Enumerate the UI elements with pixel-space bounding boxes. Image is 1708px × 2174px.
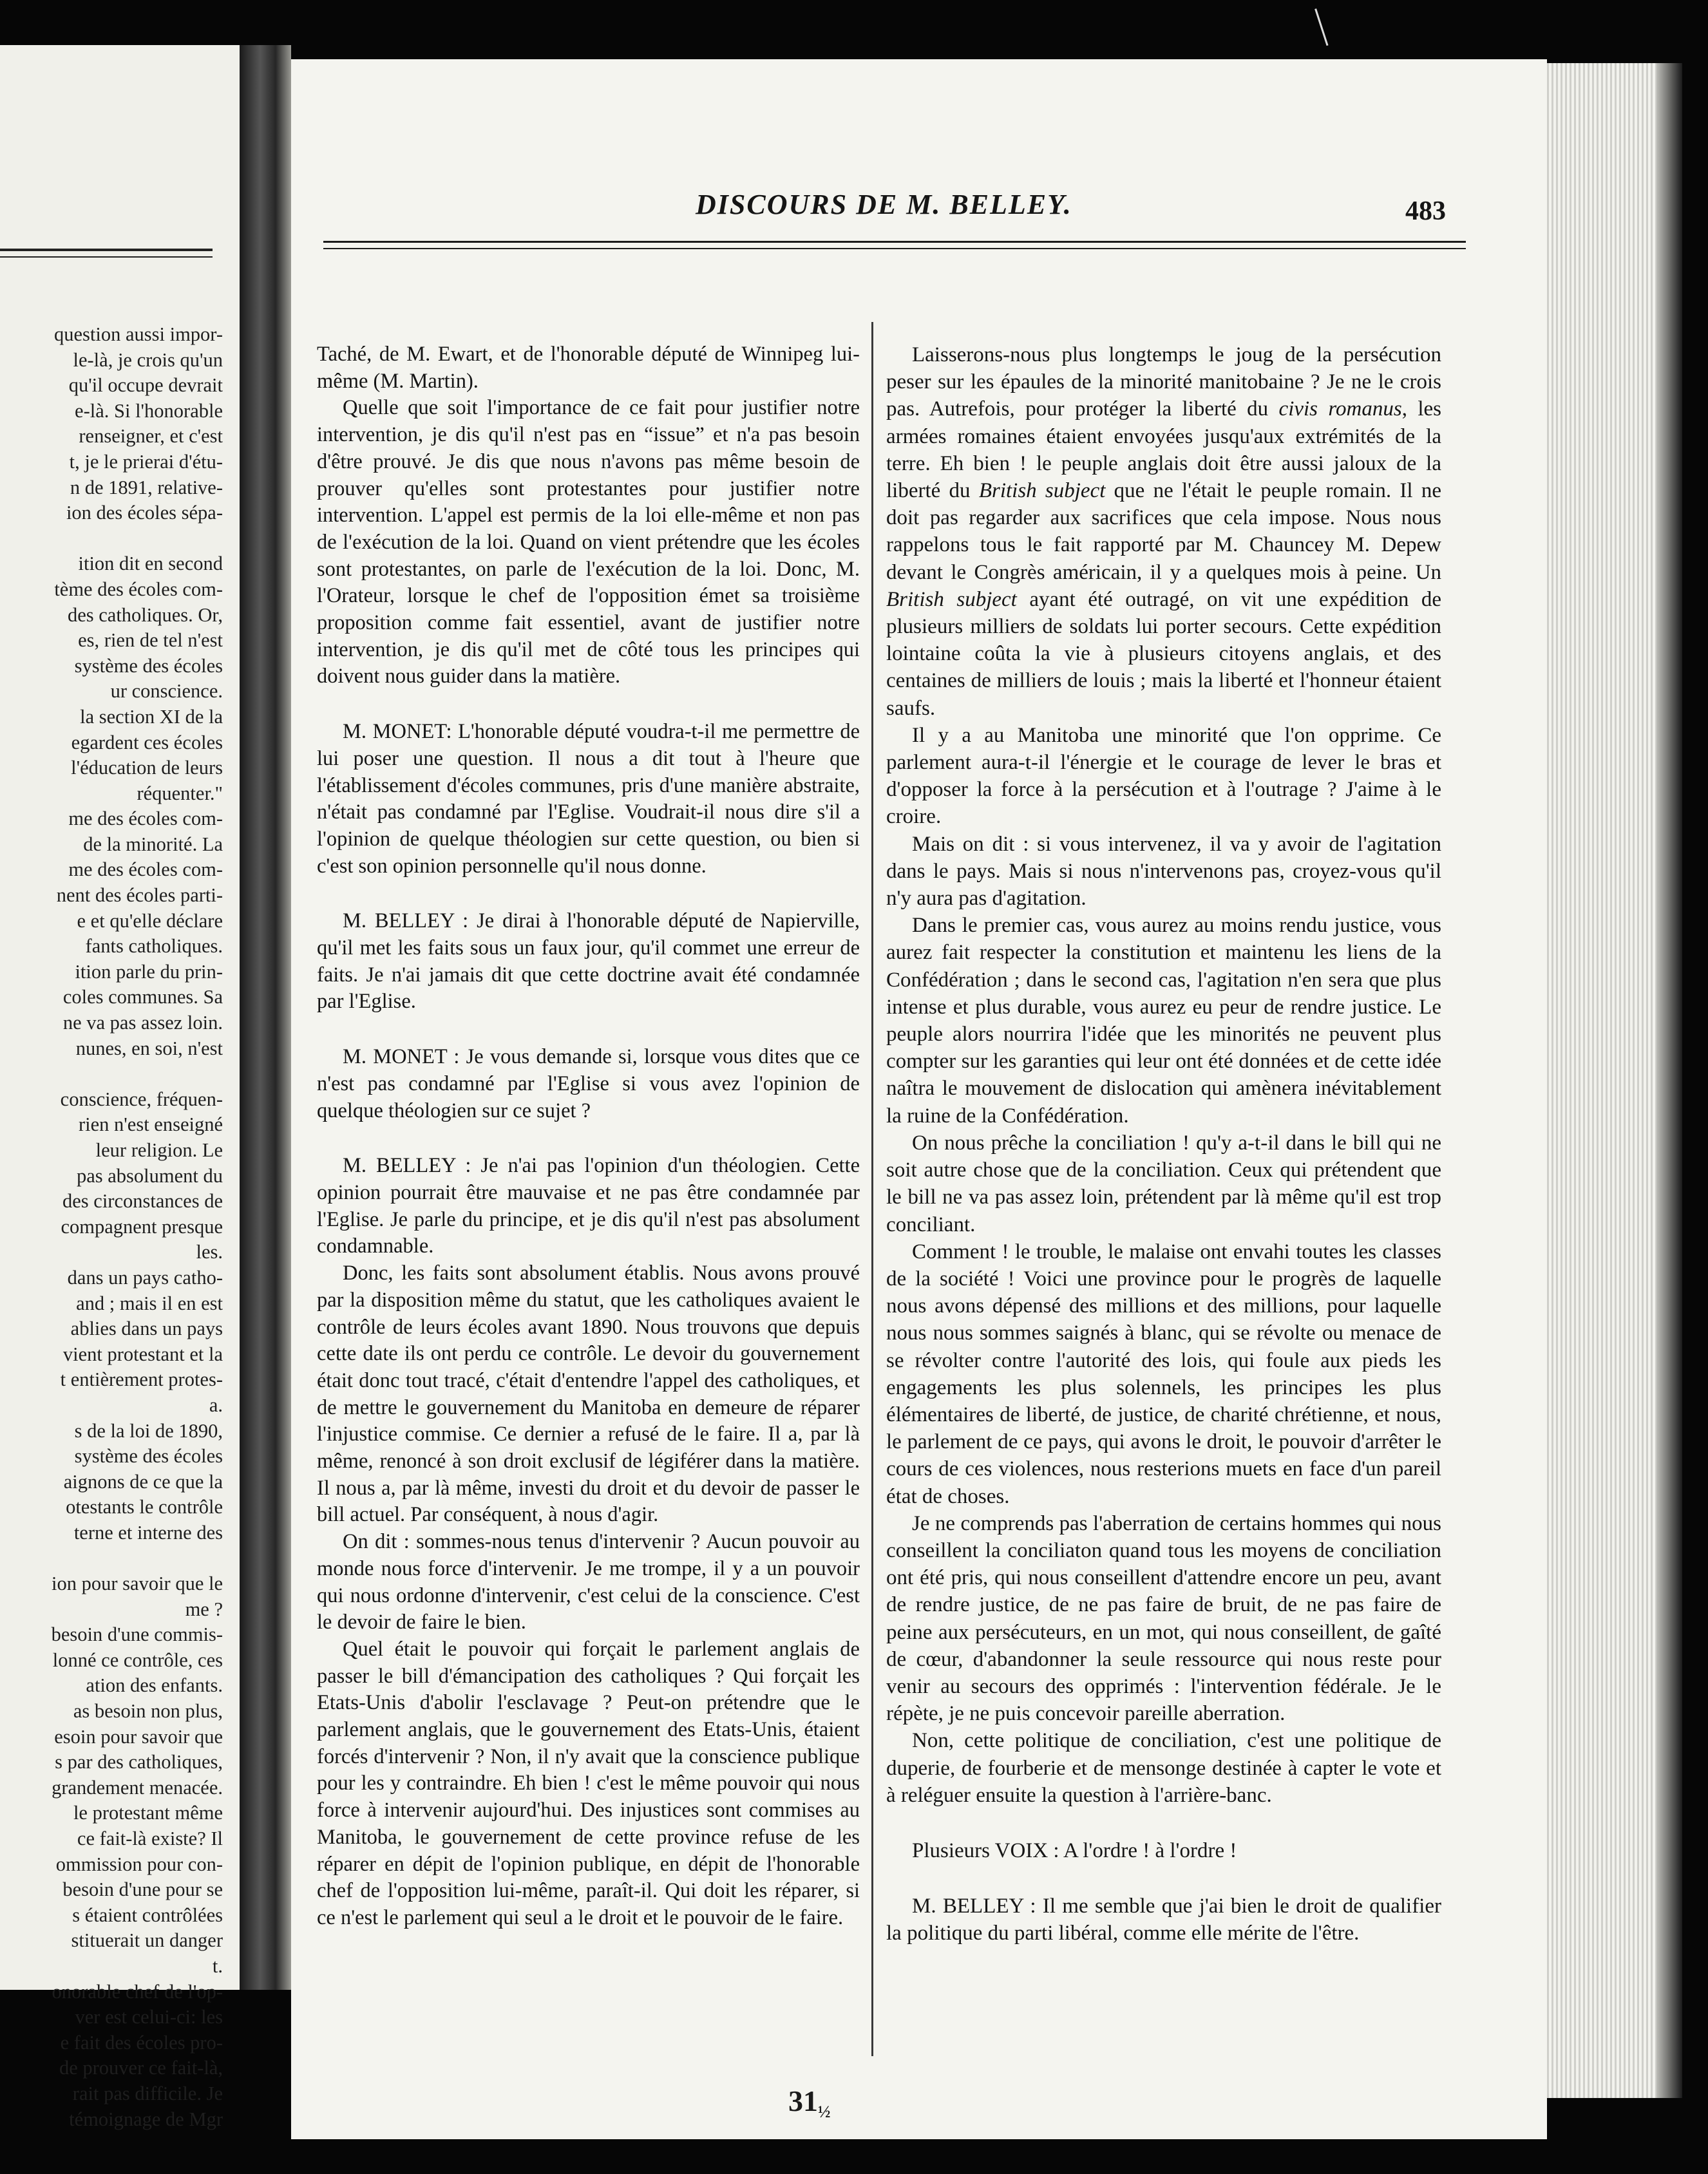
text-column-left <box>317 341 860 1932</box>
previous-page-line: témoignage de Mgr <box>69 2108 223 2130</box>
paragraph: M. BELLEY : Je dirai à l'honorable député de Napierville, qu'il met les faits sous un faux jour, qu'il commet une erreur de faits. Je n'ai jamais dit que cette doctrine avait été condamnée par l'Eglise. <box>317 909 860 1014</box>
column-divider <box>871 322 873 2056</box>
previous-page-line: onorable chef de l'op- <box>52 1980 223 2003</box>
previous-page-line: ver est celui-ci: les <box>75 2006 223 2028</box>
previous-page-line <box>0 1061 223 1087</box>
previous-page-line: stituerait un danger <box>71 1929 223 1952</box>
previous-page-rule <box>0 256 213 258</box>
previous-page-line: t. <box>212 1955 223 1977</box>
previous-page-line: leur religion. Le <box>95 1139 223 1161</box>
previous-page-line: fants catholiques. <box>85 935 223 958</box>
previous-page-line: me des écoles com- <box>68 858 223 881</box>
previous-page-line: coles communes. Sa <box>62 986 223 1008</box>
previous-page-line: besoin d'une commis- <box>51 1623 223 1646</box>
previous-page-line: système des écoles <box>74 654 223 677</box>
page-edges <box>1547 63 1656 2098</box>
previous-page-line: de prouver ce fait-là, <box>59 2057 223 2079</box>
previous-page-line: grandement menacée. <box>52 1776 223 1799</box>
paragraph: M. BELLEY : Il me semble que j'ai bien le droit de qualifier la politique du parti libéral, comme elle mérite de l'être. <box>886 1895 1441 1945</box>
previous-page-line: n de 1891, relative- <box>70 476 223 498</box>
paragraph: Mais on dit : si vous intervenez, il va y avoir de l'agitation dans le pays. Mais si nous n'intervenons pas, croyez-vous qu'il n'y aura pas d'agitation. <box>886 832 1441 911</box>
page <box>291 59 1547 2139</box>
previous-page-line: ablies dans un pays <box>70 1318 223 1340</box>
previous-page-rule <box>0 249 213 251</box>
previous-page-line: dans un pays catho- <box>67 1266 223 1289</box>
previous-page-line: besoin d'une pour se <box>62 1878 223 1901</box>
header-rule-thin <box>323 248 1466 249</box>
previous-page-line: e fait des écoles pro- <box>60 2031 223 2054</box>
previous-page-line: rait pas difficile. Je <box>72 2082 223 2104</box>
previous-page-line: t entièrement protes- <box>60 1368 223 1391</box>
previous-page-line: aignons de ce que la <box>63 1470 223 1493</box>
previous-page-line: compagnent presque <box>61 1215 223 1238</box>
previous-page-line: tème des écoles com- <box>54 578 223 600</box>
previous-page-line: a. <box>209 1394 223 1416</box>
previous-page-line: e et qu'elle déclare <box>77 909 223 932</box>
previous-page-line: système des écoles <box>74 1445 223 1468</box>
previous-page-line: ition parle du prin- <box>75 960 223 983</box>
paragraph: On nous prêche la conciliation ! qu'y a-t-il dans le bill qui ne soit autre chose que de la conciliation. Ceux qui prétendent que le bill ne va pas assez loin, prétendent par là même qu'il est trop conciliant. <box>886 1131 1441 1236</box>
previous-page-line: s étaient contrôlées <box>72 1904 223 1926</box>
previous-page-line: as besoin non plus, <box>73 1700 223 1723</box>
previous-page-line: rien n'est enseigné <box>79 1113 223 1136</box>
previous-page-line: conscience, fréquen- <box>60 1088 223 1110</box>
previous-page-line: des catholiques. Or, <box>67 603 223 626</box>
paragraph: M. BELLEY : Je n'ai pas l'opinion d'un théologien. Cette opinion pourrait être mauvaise et ne pas être condamnée par l'Eglise. Je parle du principe, et je dis qu'il n'est pas absolument condamnable. <box>317 1154 860 1258</box>
paragraph: Dans le premier cas, vous aurez au moins rendu justice, vous aurez fait respecter la constitution et maintenu les liens de la Confédération ; dans le second cas, l'agitation n'en sera que plus intense et plus durable, vous aurez eu peur de rendre justice. Le peuple alors nourrira l'idée que les minorités ne peuvent plus compter sur les garanties qui leur ont été données et de cette idée naîtra le mouvement de dislocation qui amènera inévitablement la ruine de la Confédération. <box>886 914 1441 1128</box>
previous-page-line: otestants le contrôle <box>66 1496 223 1518</box>
previous-page <box>0 45 240 2130</box>
previous-page-line: ation des enfants. <box>86 1674 223 1697</box>
paragraph: Comment ! le trouble, le malaise ont envahi toutes les classes de la société ! Voici une province pour le progrès de laquelle nous avons dépensé des millions et des millions, pour laquelle nous nous sommes saignés à blanc, qui se révolte ou menace de se révolter contre l'autorité des lois, qui foule aux pieds les engagements les plus solennels, les principes les plus élémentaires de liberté, de justice, de charité chrétienne, et nous, le parlement de ce pays, qui avons le droit, le pouvoir d'arrêter le cours de ces violences, nous resterions muets en face d'un pareil état de choses. <box>886 1240 1441 1508</box>
previous-page-line: nunes, en soi, n'est <box>75 1037 223 1059</box>
previous-page-line: egardent ces écoles <box>71 731 223 753</box>
previous-page-line <box>0 1546 223 1572</box>
paragraph: M. MONET : Je vous demande si, lorsque vous dites que ce n'est pas condamné par l'Eglise si vous avez l'opinion de quelque théologien sur ce sujet ? <box>317 1045 860 1122</box>
previous-page-line: les. <box>196 1241 223 1263</box>
book-gutter <box>240 45 291 1990</box>
paragraph: Taché, de M. Ewart, et de l'honorable député de Winnipeg lui-même (M. Martin). <box>317 343 860 393</box>
previous-page-line: e-là. Si l'honorable <box>75 399 223 422</box>
previous-page-line: ommission pour con- <box>55 1853 223 1875</box>
paragraph: Je ne comprends pas l'aberration de certains hommes qui nous conseillent la conciliaton quand tous les moyens de conciliation ont été pris, qui nous conseillent d'attendre encore un peu, avant de rendre justice, de ne pas faire de bruit, de ne pas faire de peine aux persécuteurs, en un mot, qui nous conseillent, de gaîté de cœur, d'abandonner la seule ressource qui nous reste pour venir au secours des opprimés : l'intervention fédérale. Je le répète, je ne puis concevoir pareille aberration. <box>886 1511 1441 1726</box>
previous-page-line: le protestant même <box>73 1802 223 1824</box>
paragraph: Il y a au Manitoba une minorité que l'on opprime. Ce parlement aura-t-il l'énergie et le courage de lever le bras et d'opposer la force à la persécution et à l'outrage ? J'aime à le croire. <box>886 723 1441 829</box>
previous-page-line: ne va pas assez loin. <box>62 1012 223 1034</box>
paragraph: Quelle que soit l'importance de ce fait pour justifier notre intervention, je dis qu'il n'est pas en “issue” et n'a pas besoin d'être prouvé. Je dis que nous n'avons pas même besoin de prouver qu'elles sont protestantes pour justifier notre intervention. L'appel est permis de la loi elle-même et non pas de l'exécution de la loi. Quand on vient prétendre que les écoles sont protestantes, on parle de l'exécution de la loi. Donc, M. l'Orateur, lorsque le chef de l'opposition émet sa troisième proposition comme fait essentiel, avant de justifier notre intervention, je dis qu'il met de côté tous les principes qui doivent nous guider dans la matière. <box>317 396 860 688</box>
previous-page-line: l'éducation de leurs <box>71 757 223 779</box>
previous-page-line: réquenter." <box>137 782 223 804</box>
previous-page-line: pas absolument du <box>76 1164 223 1187</box>
page-edge-shadow <box>1656 63 1682 2098</box>
previous-page-line: es, rien de tel n'est <box>78 629 223 652</box>
previous-page-line: ition dit en second <box>78 553 223 575</box>
paragraph: Plusieurs VOIX : A l'ordre ! à l'ordre ! <box>912 1838 1237 1862</box>
header-rule <box>323 241 1466 243</box>
text-column-right <box>886 341 1441 1947</box>
previous-page-line: me ? <box>185 1598 223 1620</box>
previous-page-line: le-là, je crois qu'un <box>73 348 223 371</box>
previous-page-line <box>0 526 223 552</box>
previous-page-line: de la minorité. La <box>83 833 223 855</box>
paragraph: Donc, les faits sont absolument établis. Nous avons prouvé par la disposition même du statut, que les catholiques avaient le contrôle de leurs écoles avant 1890. Nous trouvons que depuis cette date ils ont perdu ce contrôle. Le devoir du gouvernement était donc tout tracé, c'était d'entendre l'appel des catholiques, et de mettre le gouvernement du Manitoba en demeure de réparer l'injustice commise. Ce dernier a refusé de le faire. Il a, par là même, renoncé à son droit exclusif de légiférer dans la matière. Il nous a, par là même, investi du droit et du devoir de passer le bill actuel. Par conséquent, à nous d'agir. <box>317 1262 860 1527</box>
paragraph: Quel était le pouvoir qui forçait le parlement anglais de passer le bill d'émancipation des catholiques ? Qui forçait les Etats-Unis d'abolir l'esclavage ? Peut-on prétendre que le parlement anglais, que le gouvernement des Etats-Unis, étaient forcés d'intervenir ? Non, il n'y avait que la conscience publique pour les y contraindre. Eh bien ! c'est le même pouvoir qui nous force à intervenir aujourd'hui. Des injustices sont commises au Manitoba, le gouvernement de cette province refuse de les réparer en dépit de l'opinion publique, en dépit de l'honorable chef de l'opposition lui-même, paraît-il. Qui doit les réparer, si ce n'est le parlement qui seul a le droit et le pouvoir de le faire. <box>317 1637 860 1929</box>
previous-page-line: qu'il occupe devrait <box>68 374 223 397</box>
previous-page-line: ur conscience. <box>110 680 223 703</box>
previous-page-line: des circonstances de <box>62 1190 223 1213</box>
previous-page-line: ion pour savoir que le <box>52 1573 223 1595</box>
paragraph: M. MONET: L'honorable député voudra-t-il me permettre de lui poser une question. Il nous a dit tout à l'heure que l'établissement d'écoles communes, pris d'une manière abstraite, n'était pas condamné par l'Eglise. Voudrait-il nous dire s'il a l'opinion de quelque théologien sur cette question, ou bien si c'est son opinion personnelle qu'il nous donne. <box>317 720 860 878</box>
previous-page-line: renseigner, et c'est <box>79 425 223 448</box>
scan-mark <box>1314 6 1337 46</box>
previous-page-line: t, je le prierai d'étu- <box>69 450 223 473</box>
page-number: 483 <box>1405 196 1446 226</box>
previous-page-line: me des écoles com- <box>68 808 223 830</box>
previous-page-line: s de la loi de 1890, <box>74 1419 223 1442</box>
previous-page-column <box>0 322 223 2132</box>
signature-mark: $31_{\frac{1}{2}}$ <box>788 2084 831 2122</box>
paragraph: Non, cette politique de conciliation, c'est une politique de duperie, de fourberie et de mensonge destinée à capter le vote et à reléguer ensuite la question à l'arrière-banc. <box>886 1729 1441 1807</box>
previous-page-line: vient protestant et la <box>62 1343 223 1365</box>
previous-page-line: terne et interne des <box>73 1521 223 1544</box>
previous-page-line: la section XI de la <box>80 705 223 728</box>
previous-page-line: ion des écoles sépa- <box>66 502 223 524</box>
previous-page-line: nent des écoles parti- <box>56 884 223 907</box>
paragraph: Laisserons-nous plus longtemps le joug de la persécution peser sur les épaules de la minorité manitobaine ? Je ne le crois pas. Autrefois, pour protéger la liberté du civis romanus, les armées romaines étaient envoyées jusqu'aux extrémités de la terre. Eh bien ! le peuple anglais doit être aussi jaloux de la liberté du British subject que ne l'était le peuple romain. Il ne doit pas regarder aux sacrifices que cela impose. Nous nous rappelons tous le fait rapporté par M. Chauncey M. Depew devant le Congrès américain, il y a quelques mois à peine. Un British subject ayant été outragé, on vit une expédition de plusieurs milliers de soldats lui porter secours. Cette expédition lointaine coûta la vie à plusieurs citoyens anglais, et des centaines de milliers de louis ; mais la liberté et l'honneur étaient saufs. <box>886 343 1441 720</box>
paragraph: On dit : sommes-nous tenus d'intervenir ? Aucun pouvoir au monde nous force d'intervenir. Je me trompe, il y a un pouvoir qui nous ordonne d'intervenir, c'est celui de la conscience. C'est le devoir de faire le bien. <box>317 1530 860 1634</box>
previous-page-line: question aussi impor- <box>53 323 223 345</box>
previous-page-line: lonné ce contrôle, ces <box>52 1649 223 1671</box>
running-head-title: DISCOURS DE M. BELLEY. <box>696 189 1072 220</box>
previous-page-line: esoin pour savoir que <box>54 1725 223 1748</box>
previous-page-line: ce fait-là existe? Il <box>77 1828 223 1850</box>
previous-page-line: s par des catholiques, <box>55 1751 223 1773</box>
previous-page-line: and ; mais il en est <box>76 1292 223 1314</box>
